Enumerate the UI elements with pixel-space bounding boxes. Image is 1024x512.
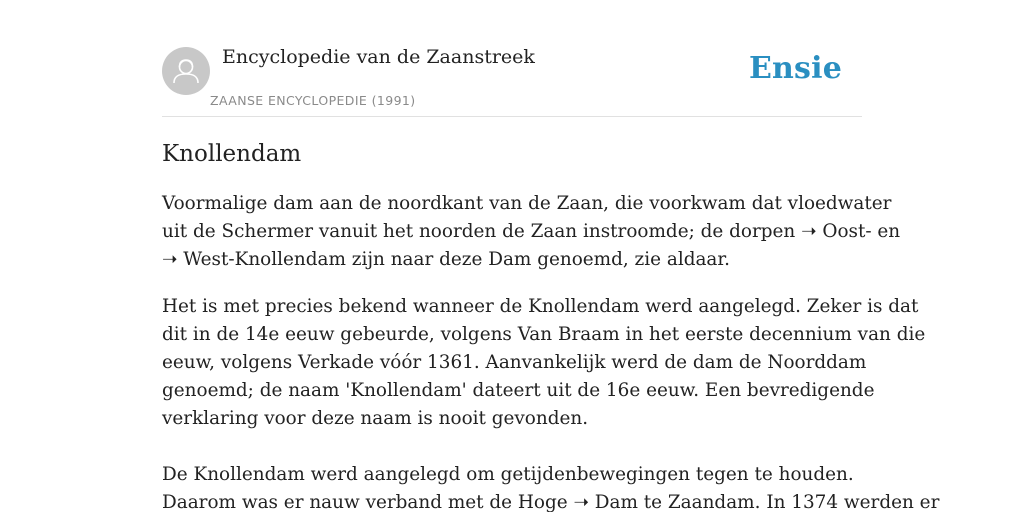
paragraph-line (162, 218, 901, 246)
text: Daarom was er nauw verband met de Hoge (162, 492, 574, 512)
text: zijn naar deze Dam genoemd, zie aldaar. (345, 249, 731, 270)
paragraph-line: De Knollendam werd aangelegd om getijdenbewegingen tegen te houden. (162, 464, 854, 485)
source-subtitle: ZAANSE ENCYCLOPEDIE (1991) (210, 93, 416, 108)
paragraph-line (162, 489, 940, 512)
paragraph-line: eeuw, volgens Verkade vóór 1361. Aanvankelijk werd de dam de Noorddam (162, 352, 867, 373)
text: uit de Schermer vanuit het noorden de Zaan instroomde; de dorpen (162, 221, 802, 242)
link-dam-te-zaandam[interactable]: ➝ Dam te Zaandam (573, 492, 755, 512)
paragraph-line: verklaring voor deze naam is nooit gevonden. (162, 408, 589, 429)
article-paragraph-3 (162, 461, 940, 512)
source-title[interactable]: Encyclopedie van de Zaanstreek (222, 46, 535, 68)
text: . In 1374 werden er (754, 492, 940, 512)
avatar[interactable] (162, 47, 210, 95)
link-oost-knollendam[interactable]: ➝ Oost- (801, 221, 872, 242)
user-silhouette-icon (162, 47, 210, 95)
paragraph-line: genoemd; de naam 'Knollendam' dateert uit de 16e eeuw. Een bevredigende (162, 380, 875, 401)
source-header (162, 0, 862, 117)
article-title: Knollendam (162, 141, 302, 167)
link-west-knollendam[interactable]: ➝ West-Knollendam (162, 249, 346, 270)
ensie-logo[interactable]: Ensie (748, 51, 842, 86)
article-paragraph-2 (162, 293, 926, 433)
text: en (871, 221, 901, 242)
paragraph-line: Het is met precies bekend wanneer de Knollendam werd aangelegd. Zeker is dat (162, 296, 919, 317)
paragraph-line: dit in de 14e eeuw gebeurde, volgens Van Braam in het eerste decennium van die (162, 324, 926, 345)
article-paragraph-1 (162, 190, 901, 274)
article (162, 138, 940, 512)
text: Voormalige dam aan de noordkant van de Zaan, die voorkwam dat vloedwater (162, 193, 892, 214)
paragraph-line (162, 246, 864, 274)
paragraph-line (162, 190, 892, 218)
